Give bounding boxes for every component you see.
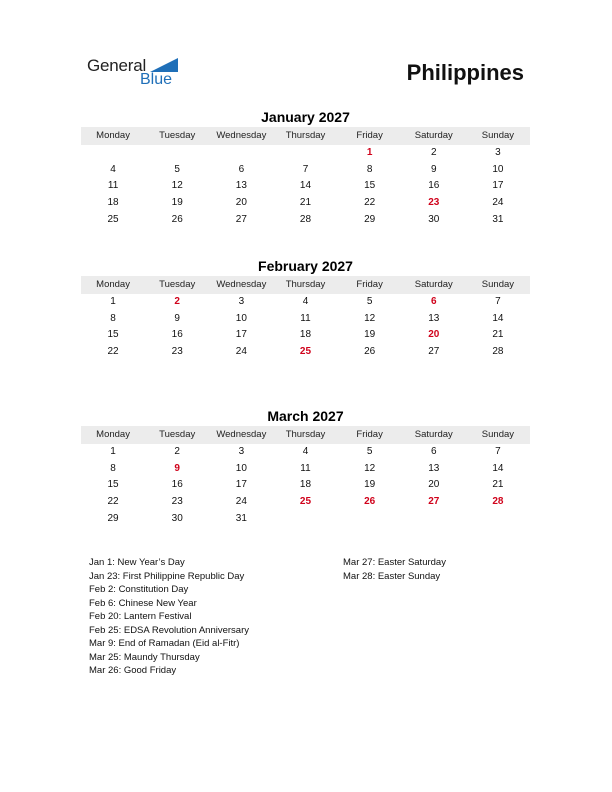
day-cell (145, 145, 209, 162)
weekday-label: Thursday (285, 279, 326, 290)
day-cell: 11 (300, 462, 311, 474)
holiday-note: Feb 25: EDSA Revolution Anniversary (89, 624, 250, 636)
weekday-label: Friday (356, 130, 383, 141)
day-cell: 27 (235, 213, 247, 225)
day-cell: 7 (495, 446, 501, 457)
day-cell: 10 (235, 462, 247, 474)
week-row (81, 327, 530, 344)
day-cell: 7 (302, 163, 309, 175)
weekday-label: Tuesday (159, 279, 196, 290)
day-cell: 5 (366, 296, 373, 307)
day-cell: 19 (364, 329, 376, 341)
day-cell: 16 (171, 479, 183, 491)
holiday-note: Mar 9: End of Ramadan (Eid al-Fitr) (89, 638, 240, 649)
holiday-day-cell: 9 (174, 462, 180, 474)
holiday-note: Feb 2: Constitution Day (89, 584, 189, 595)
holiday-day-cell: 25 (299, 496, 312, 508)
holiday-day-cell: 26 (364, 496, 376, 508)
day-cell: 22 (107, 346, 119, 358)
holiday-note: Feb 6: Chinese New Year (89, 597, 197, 609)
day-cell: 1 (110, 446, 116, 457)
weekday-label: Sunday (481, 130, 515, 141)
weekday-label: Thursday (285, 130, 326, 141)
weekday-label: Friday (356, 279, 383, 290)
day-cell: 30 (171, 512, 183, 524)
day-cell: 22 (107, 496, 119, 508)
day-cell: 12 (171, 180, 183, 192)
holiday-day-cell: 25 (299, 346, 312, 358)
holiday-day-cell: 27 (428, 496, 440, 508)
day-cell: 9 (174, 312, 180, 324)
day-cell: 11 (107, 180, 119, 192)
weekday-label: Saturday (414, 279, 453, 290)
day-cell: 17 (235, 479, 247, 491)
day-cell (402, 511, 466, 528)
day-cell: 10 (492, 163, 504, 175)
holiday-day-cell: 20 (428, 329, 440, 341)
weekday-label: Saturday (414, 130, 453, 141)
week-row (81, 344, 530, 361)
day-cell: 20 (428, 479, 440, 491)
week-row (81, 195, 530, 212)
day-cell: 20 (235, 197, 247, 209)
day-cell: 24 (492, 197, 504, 209)
month-calendar (81, 257, 530, 361)
day-cell (466, 511, 530, 528)
week-row (81, 162, 530, 179)
weekday-label: Monday (96, 279, 130, 290)
weekday-header-row (81, 276, 530, 294)
day-cell (81, 145, 145, 162)
day-cell: 13 (428, 462, 440, 474)
holiday-note: Mar 28: Easter Sunday (343, 570, 441, 582)
day-cell: 15 (107, 479, 119, 491)
day-cell (273, 145, 337, 162)
day-cell: 13 (235, 180, 247, 192)
day-cell: 10 (235, 312, 247, 324)
day-cell: 9 (430, 163, 437, 175)
day-cell: 24 (235, 346, 247, 358)
day-cell: 4 (302, 296, 309, 307)
holiday-list-left (89, 556, 249, 678)
holiday-note: Mar 26: Good Friday (89, 665, 177, 676)
day-cell: 31 (492, 213, 504, 225)
day-cell: 8 (110, 312, 116, 324)
holiday-note: Jan 1: New Year’s Day (89, 557, 185, 568)
day-cell: 22 (364, 197, 376, 209)
holiday-note: Mar 25: Maundy Thursday (89, 651, 200, 663)
weekday-header-row (81, 127, 530, 145)
day-cell: 2 (174, 446, 180, 457)
day-cell: 15 (107, 329, 119, 341)
day-cell: 29 (364, 213, 376, 225)
day-cell: 26 (171, 213, 183, 225)
holiday-note: Jan 23: First Philippine Republic Day (89, 570, 245, 582)
month-calendar (81, 108, 530, 228)
weekday-label: Thursday (285, 429, 326, 440)
weekday-label: Wednesday (216, 130, 267, 141)
day-cell: 7 (495, 296, 501, 307)
day-cell: 18 (299, 479, 312, 491)
day-cell: 18 (299, 329, 312, 341)
day-cell: 14 (492, 462, 504, 474)
day-cell: 3 (238, 446, 245, 457)
weekday-label: Friday (356, 429, 383, 440)
country-title: Philippines (406, 60, 524, 85)
day-cell: 27 (428, 346, 440, 358)
holiday-day-cell: 23 (428, 197, 440, 209)
day-cell (209, 145, 273, 162)
weekday-label: Wednesday (216, 279, 267, 290)
weekday-label: Tuesday (159, 130, 196, 141)
generalblue-logo (87, 56, 187, 92)
day-cell: 11 (300, 312, 311, 324)
weekday-label: Sunday (481, 429, 515, 440)
day-cell: 3 (495, 147, 501, 158)
day-cell: 31 (235, 512, 247, 524)
day-cell: 8 (110, 462, 116, 474)
week-row (81, 477, 530, 494)
weekday-label: Wednesday (216, 429, 267, 440)
month-title: March 2027 (267, 408, 344, 424)
week-row (81, 494, 530, 511)
weekday-header-row (81, 426, 530, 444)
week-row (81, 461, 530, 478)
day-cell: 19 (171, 197, 183, 209)
month-title: February 2027 (258, 258, 353, 274)
week-row (81, 212, 530, 229)
day-cell: 14 (299, 180, 312, 192)
day-cell: 14 (492, 312, 504, 324)
day-cell: 26 (364, 346, 376, 358)
day-cell: 28 (299, 213, 312, 225)
day-cell: 23 (171, 496, 183, 508)
holiday-list-right (343, 556, 446, 583)
week-row (81, 178, 530, 195)
day-cell: 15 (364, 180, 376, 192)
logo-text-blue: Blue (140, 71, 173, 88)
day-cell: 25 (107, 213, 119, 225)
day-cell: 29 (107, 512, 119, 524)
day-cell: 4 (110, 163, 116, 175)
logo-text-general: General (87, 56, 147, 75)
holiday-note: Feb 20: Lantern Festival (89, 611, 192, 622)
day-cell: 16 (171, 329, 183, 341)
day-cell: 5 (366, 446, 373, 457)
day-cell: 2 (430, 147, 437, 158)
weekday-label: Sunday (481, 279, 515, 290)
month-title: January 2027 (261, 109, 350, 125)
day-cell: 1 (110, 296, 116, 307)
week-row (81, 294, 530, 311)
day-cell: 6 (430, 446, 437, 457)
week-row (81, 511, 530, 528)
day-cell: 3 (238, 296, 245, 307)
day-cell: 5 (174, 163, 180, 175)
day-cell: 24 (235, 496, 247, 508)
day-cell: 19 (364, 479, 376, 491)
holiday-day-cell: 28 (492, 496, 504, 508)
day-cell: 8 (366, 163, 373, 175)
day-cell: 16 (428, 180, 440, 192)
holiday-day-cell: 2 (174, 296, 180, 307)
holiday-day-cell: 1 (366, 147, 373, 158)
day-cell: 6 (238, 163, 245, 175)
holiday-day-cell: 6 (430, 296, 437, 307)
day-cell: 28 (492, 346, 504, 358)
day-cell: 21 (299, 197, 312, 209)
day-cell (273, 511, 337, 528)
day-cell: 21 (492, 479, 504, 491)
logo-triangle-icon (150, 58, 178, 72)
weekday-label: Monday (96, 429, 130, 440)
week-row (81, 145, 530, 162)
holiday-note: Mar 27: Easter Saturday (343, 557, 446, 568)
weekday-label: Saturday (414, 429, 453, 440)
day-cell: 4 (302, 446, 309, 457)
week-row (81, 444, 530, 461)
day-cell: 23 (171, 346, 183, 358)
weekday-label: Monday (96, 130, 130, 141)
day-cell: 12 (364, 312, 376, 324)
day-cell: 18 (107, 197, 119, 209)
day-cell: 21 (492, 329, 504, 341)
day-cell (338, 511, 402, 528)
day-cell: 12 (364, 462, 376, 474)
day-cell: 30 (428, 213, 440, 225)
weekday-label: Tuesday (159, 429, 196, 440)
day-cell: 13 (428, 312, 440, 324)
day-cell: 17 (235, 329, 247, 341)
day-cell: 17 (492, 180, 504, 192)
week-row (81, 311, 530, 328)
month-calendar (81, 407, 530, 527)
